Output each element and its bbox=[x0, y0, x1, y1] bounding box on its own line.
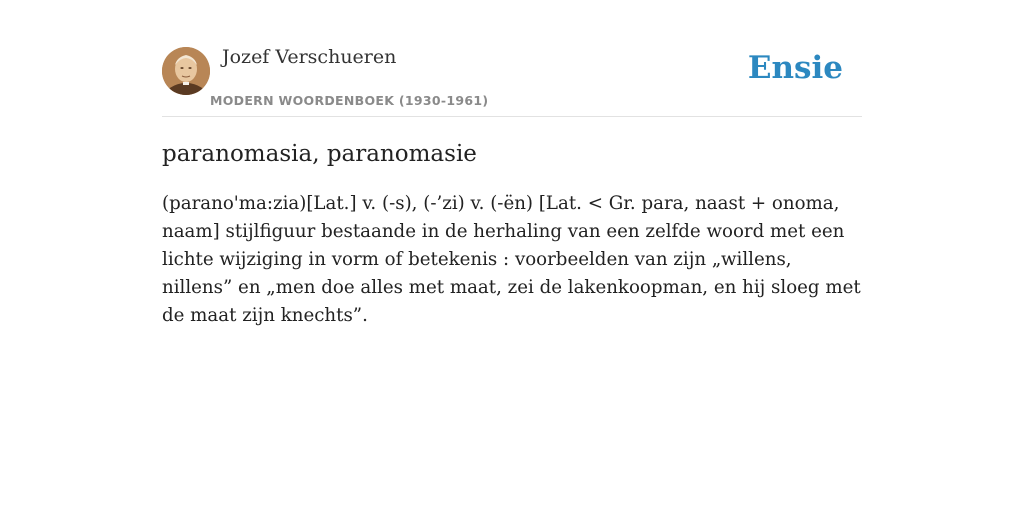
author-name[interactable]: Jozef Verschueren bbox=[222, 46, 397, 68]
page-title: paranomasia, paranomasie bbox=[162, 141, 477, 167]
avatar[interactable] bbox=[162, 47, 210, 95]
author-portrait-icon bbox=[162, 47, 210, 95]
entry-card bbox=[162, 46, 862, 330]
ensie-logo[interactable]: Ensie bbox=[747, 50, 843, 86]
definition-text: (parano'ma:zia)[Lat.] v. (-s), (-’zi) v. (-ën) [Lat. < Gr. para, naast + onoma, naam] stijlfiguur bestaande in de herhaling van een zelfde woord met een lichte wijziging in vorm of betekenis : voorbeelden van zijn „willens, nillens” en „men doe alles met maat, zei de lakenkoopman, en hij sloeg met de maat zijn knechts”. bbox=[162, 193, 861, 326]
entry-header bbox=[162, 46, 862, 117]
source-label[interactable]: MODERN WOORDENBOEK (1930-1961) bbox=[210, 93, 489, 108]
